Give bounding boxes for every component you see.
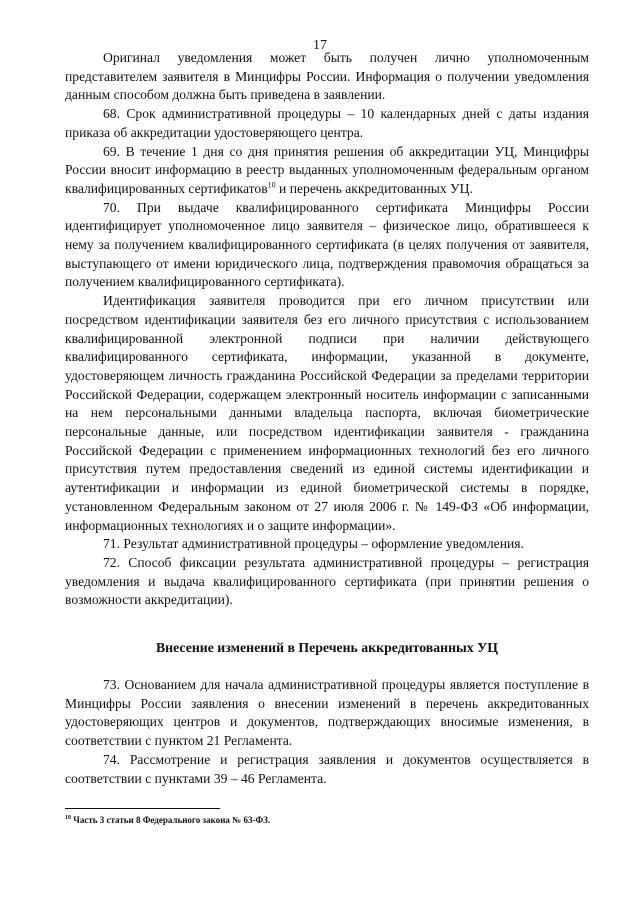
- paragraph-74: 74. Рассмотрение и регистрация заявления и документов осуществляется в соответствии с пунктами 39 – 46 Регламента.: [65, 751, 589, 786]
- paragraph-identification: Идентификация заявителя проводится при его личном присутствии или посредством идентификации заявителя без его личного присутствия с использованием квалифицированной электронной подписи при наличии действующего квалифицированного сертификата, информации, указанной в документе, удостоверяющем личность гражданина Российской Федерации за пределами территории Российской Федерации, содержащем электронный носитель информации с записанными на нем персональными данными владельца паспорта, включая биометрические персональные данные, или посредством идентификации заявителя - гражданина Российской Федерации с применением информационных технологий без его личного присутствия путем предоставления сведений из единой системы идентификации и аутентификации и информации из единой биометрической системы в порядке, установленном Федеральным законом от 27 июля 2006 г. № 149-ФЗ «Об информации, информационных технологиях и о защите информации».: [65, 293, 589, 533]
- paragraph-69-text: 69. В течение 1 дня со дня принятия решения об аккредитации УЦ, Минцифры России вносит информацию в реестр выданных уполномоченным федеральным органом квалифицированных сертификатов: [65, 143, 589, 196]
- page-number: 17: [313, 38, 327, 53]
- footnote-number: 10: [65, 815, 71, 821]
- body-text-bottom: [65, 676, 589, 788]
- footnote: [65, 815, 270, 825]
- body-text-top: [65, 49, 589, 610]
- paragraph-73: 73. Основанием для начала административной процедуры является поступление в Минцифры России заявления о внесении изменений в перечень аккредитованных удостоверяющих центров и документов, подтверждающих вносимые изменения, в соответствии с пунктом 21 Регламента.: [65, 677, 589, 749]
- paragraph-69-text-end: и перечень аккредитованных УЦ.: [275, 180, 473, 196]
- paragraph-71: 71. Результат административной процедуры – оформление уведомления.: [103, 536, 524, 552]
- paragraph-69: [65, 143, 589, 199]
- paragraph-68: 68. Срок административной процедуры – 10 календарных дней с даты издания приказа об аккредитации удостоверяющего центра.: [65, 106, 589, 140]
- section-heading: Внесение изменений в Перечень аккредитованных УЦ: [155, 640, 499, 655]
- footnote-text: Часть 3 статьи 8 Федерального закона № 63-ФЗ.: [71, 815, 271, 825]
- footnote-ref-10: 10: [267, 180, 276, 190]
- paragraph-70: 70. При выдаче квалифицированного сертификата Минцифры России идентифицирует уполномоченное лицо заявителя – физическое лицо, обратившееся к нему за получением квалифицированного сертификата (в целях получения от заявителя, выступающего от имени юридического лица, подтверждения правомочия обращаться за получением квалифицированного сертификата).: [65, 199, 589, 290]
- paragraph-original-notice: Оригинал уведомления может быть получен лично уполномоченным представителем заявителя в Минцифры России. Информация о получении уведомления данным способом должна быть приведена в заявлении.: [65, 50, 589, 103]
- section-heading-block: [65, 639, 589, 658]
- paragraph-72: 72. Способ фиксации результата административной процедуры – регистрация уведомления и выдача квалифицированного сертификата (при принятии решения о возможности аккредитации).: [65, 554, 589, 608]
- footnote-separator: [65, 808, 220, 809]
